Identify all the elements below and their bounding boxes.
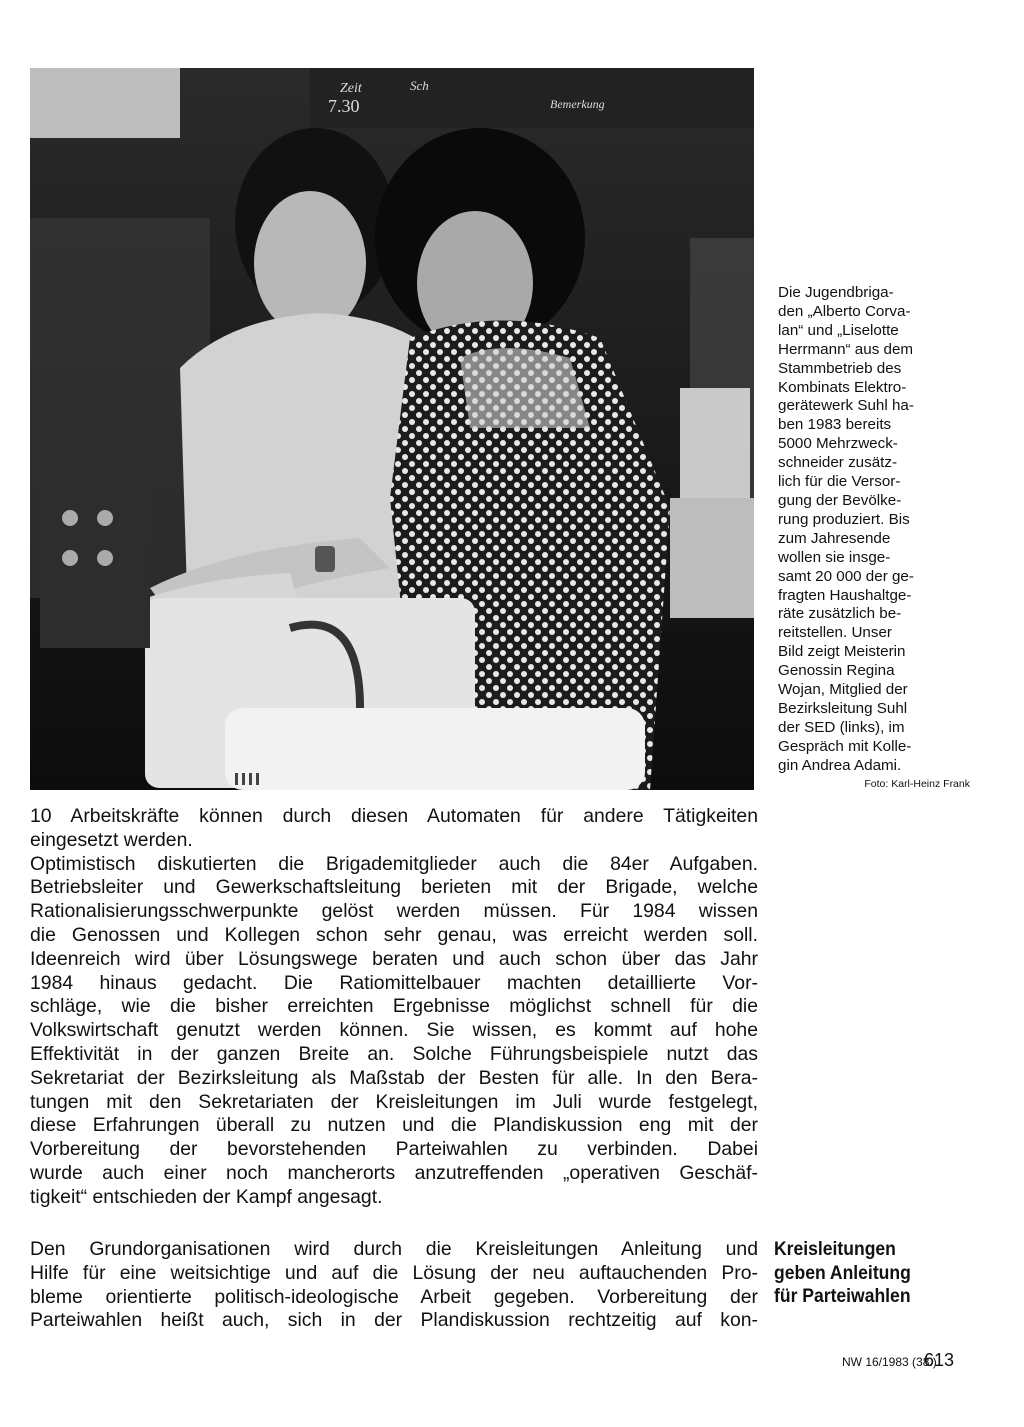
text-line: Parteiwahlen heißt auch, sich in der Plandiskussion rechtzeitig auf kon- — [30, 1309, 758, 1332]
text-line: Rationalisierungsschwerpunkte gelöst werden müssen. Für 1984 wissen — [30, 900, 758, 923]
text-line: Vorbereitung der bevorstehenden Parteiwahlen zu verbinden. Dabei — [30, 1138, 758, 1161]
board-text-time: 7.30 — [328, 96, 360, 116]
text-line: tigkeit“ entschieden der Kampf angesagt. — [30, 1185, 383, 1208]
text-line: Effektivität in der ganzen Breite an. Solche Führungsbeispiele nutzt das — [30, 1042, 758, 1065]
side-heading-line: für Parteiwahlen — [774, 1285, 911, 1307]
text-line: 1984 hinaus gedacht. Die Ratiomittelbauer machten detaillierte Vor- — [30, 971, 758, 994]
body-paragraph-1 — [30, 805, 758, 1210]
page-number: 613 — [924, 1350, 955, 1370]
side-heading-line: geben Anleitung — [774, 1261, 911, 1284]
text-line: Optimistisch diskutierten die Brigademitglieder auch die 84er Aufgaben. — [30, 852, 758, 875]
photo-two-women-at-workbench — [30, 68, 754, 790]
photo-credit: Foto: Karl-Heinz Frank — [864, 778, 970, 790]
side-heading-line: Kreisleitungen — [774, 1238, 896, 1260]
text-line: bleme orientierte politisch-ideologische Arbeit gegeben. Vorbereitung der — [30, 1285, 758, 1308]
text-line: Hilfe für eine weitsichtige und auf die Lösung der neu auftauchenden Pro- — [30, 1261, 758, 1284]
text-line: 10 Arbeitskräfte können durch diesen Automaten für andere Tätigkeiten — [30, 805, 758, 827]
text-line: eingesetzt werden. — [30, 828, 193, 851]
text-line: Sekretariat der Bezirksleitung als Maßstab der Besten für alle. In den Bera- — [30, 1066, 758, 1089]
text-line: Volkswirtschaft genutzt werden können. Sie wissen, es kommt auf hohe — [30, 1019, 758, 1042]
text-line: Betriebsleiter und Gewerkschaftsleitung berieten mit der Brigade, welche — [30, 876, 758, 899]
text-line: tungen mit den Sekretariaten der Kreisleitungen im Juli wurde festgelegt, — [30, 1090, 758, 1113]
text-line: diese Erfahrungen überall zu nutzen und die Plandiskussion eng mit der — [30, 1114, 758, 1137]
board-text-zeit: Zeit — [340, 81, 362, 96]
board-text-sch: Sch — [410, 78, 429, 93]
board-text-bemerkung: Bemerkung — [550, 97, 605, 111]
body-paragraph-2 — [30, 1238, 758, 1333]
text-line: Den Grundorganisationen wird durch die Kreisleitungen Anleitung und — [30, 1238, 758, 1260]
text-line: die Genossen und Kollegen schon sehr genau, was erreicht werden soll. — [30, 923, 758, 946]
text-line: Ideenreich wird über Lösungswege beraten und auch schon über das Jahr — [30, 947, 758, 970]
text-line: wurde auch einer noch mancherorts anzutreffenden „operativen Geschäf- — [30, 1161, 758, 1184]
photo-caption: Die Jugendbriga- den „Alberto Corva- lan“ und „Liselotte Herrmann“ aus dem Stammbetrieb des Kombinats Elektro- gerätewerk Suhl ha- ben 1983 bereits 5000 Mehrzweck- schneider zusätz- lich für die Versor- gung der Bevölke- rung produziert. Bis zum Jahresende wollen sie insge- samt 20 000 der ge- fragten Haushaltge- räte zusätzlich be- reitstellen. Unser Bild zeigt Meisterin Genossin Regina Wojan, Mitglied der Bezirksleitung Suhl der SED (links), im Gespräch mit Kolle- gin Andrea Adami. — [778, 284, 914, 774]
side-heading — [774, 1238, 954, 1309]
issue-reference: NW 16/1983 (38.) — [842, 1355, 937, 1369]
article-photo — [30, 68, 754, 790]
text-line: schläge, wie die bisher erreichten Ergebnisse möglichst schnell für die — [30, 995, 758, 1018]
